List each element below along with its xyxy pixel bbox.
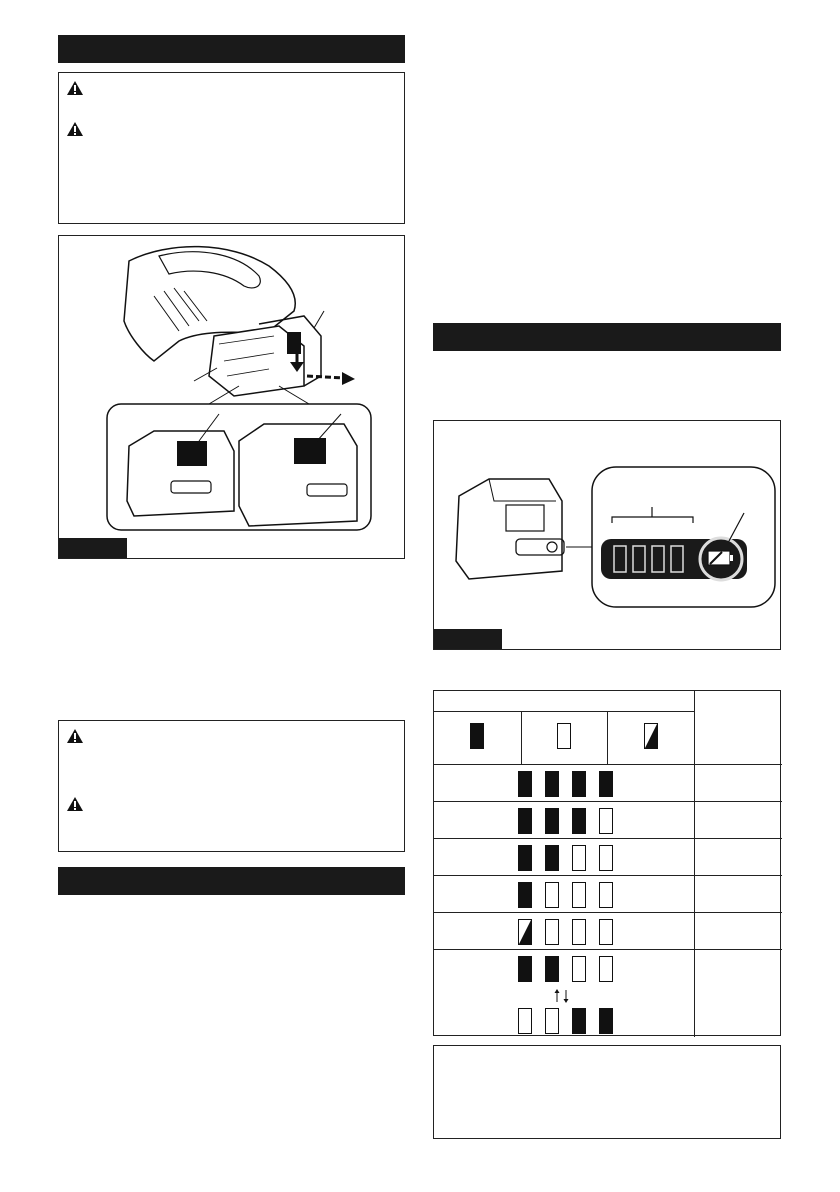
section-heading-bar (433, 323, 781, 351)
figure-label (434, 629, 502, 649)
indicator-segment (572, 919, 586, 945)
indicator-segment (545, 771, 559, 797)
warning-triangle-icon (66, 80, 84, 96)
indicator-segment (599, 956, 613, 982)
indicator-segment (518, 956, 532, 982)
legend-lighted-segment (470, 723, 484, 749)
figure-label (59, 538, 127, 558)
legend-off-segment (557, 723, 571, 749)
warning-triangle-icon (66, 728, 84, 744)
indicator-segment (545, 956, 559, 982)
indicator-segment (545, 882, 559, 908)
indicator-segment (545, 845, 559, 871)
section-heading-bar (58, 867, 405, 895)
battery-indicator-illustration (434, 421, 780, 649)
indicator-segment (599, 882, 613, 908)
indicator-segment (572, 808, 586, 834)
warning-box (58, 720, 405, 852)
indicator-segment (599, 808, 613, 834)
indicator-segment (518, 882, 532, 908)
indicator-segment (545, 808, 559, 834)
tool-battery-illustration (59, 236, 404, 558)
indicator-segment (572, 882, 586, 908)
indicator-segment (518, 919, 532, 945)
indicator-segment (518, 808, 532, 834)
indicator-segment (572, 771, 586, 797)
battery-indicator-table (433, 690, 781, 1036)
indicator-segment-alternate (518, 1008, 532, 1034)
figure-battery-indicator (433, 420, 781, 650)
indicator-segment (545, 919, 559, 945)
indicator-segment (599, 919, 613, 945)
indicator-segment-alternate (572, 1008, 586, 1034)
section-heading-bar (58, 35, 405, 63)
indicator-segment (572, 845, 586, 871)
note-box (433, 1045, 781, 1139)
indicator-segment-alternate (599, 1008, 613, 1034)
figure-battery-removal (58, 235, 405, 559)
warning-triangle-icon (66, 796, 84, 812)
alternating-arrows-icon (552, 989, 572, 1003)
indicator-segment (599, 771, 613, 797)
indicator-segment (518, 771, 532, 797)
indicator-segment (518, 845, 532, 871)
warning-box (58, 72, 405, 224)
indicator-segment (572, 956, 586, 982)
indicator-segment (599, 845, 613, 871)
legend-blinking-segment (644, 723, 658, 749)
warning-triangle-icon (66, 121, 84, 137)
indicator-segment-alternate (545, 1008, 559, 1034)
